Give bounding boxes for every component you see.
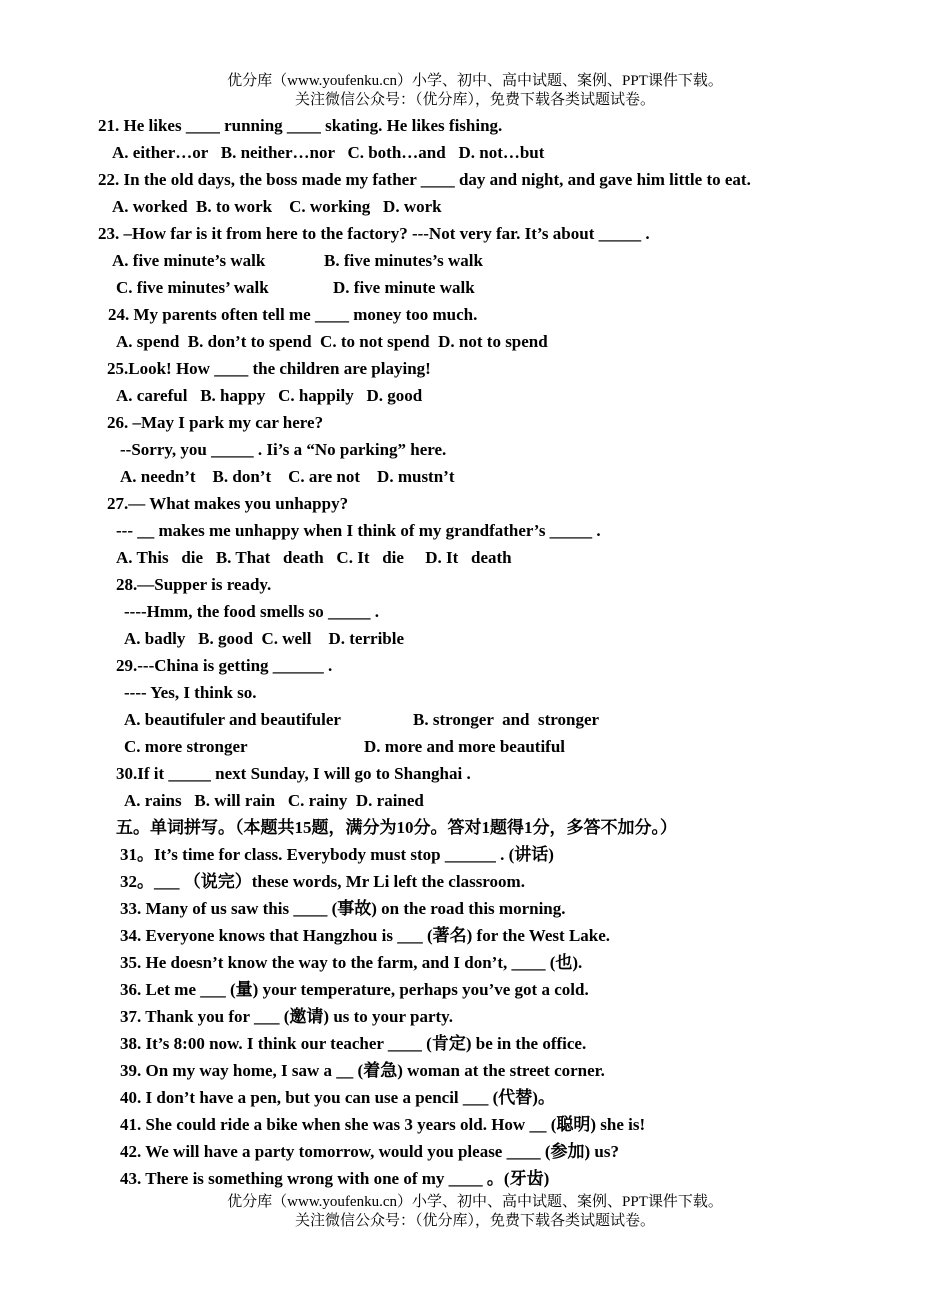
question-23-option-c: C. five minutes’ walk	[116, 278, 269, 297]
question-21: 21. He likes ____ running ____ skating. He likes fishing.	[98, 116, 503, 135]
question-25-options: A. careful B. happy C. happily D. good	[116, 386, 423, 405]
question-22: 22. In the old days, the boss made my father ____ day and night, and gave him little to eat.	[98, 170, 751, 189]
question-28-reply: ----Hmm, the food smells so _____ .	[124, 602, 379, 621]
question-26: 26. –May I park my car here?	[107, 413, 324, 432]
question-29-reply: ---- Yes, I think so.	[124, 683, 257, 702]
question-25: 25.Look! How ____ the children are playing!	[107, 359, 431, 378]
question-41: 41. She could ride a bike when she was 3 years old. How __ (聪明) she is!	[120, 1115, 646, 1134]
footer-line-1: 优分库（www.youfenku.cn）小学、初中、高中试题、案例、PPT课件下载。	[227, 1194, 723, 1210]
question-29-option-b: B. stronger and stronger	[413, 710, 600, 729]
question-29-option-a: A. beautifuler and beautifuler	[124, 710, 341, 729]
question-23: 23. –How far is it from here to the factory? ---Not very far. It’s about _____ .	[98, 224, 650, 243]
question-39: 39. On my way home, I saw a __ (着急) woman at the street corner.	[120, 1061, 605, 1080]
question-35: 35. He doesn’t know the way to the farm, and I don’t, ____ (也).	[120, 953, 583, 972]
section-5-heading: 五。单词拼写。（本题共15题，满分为10分。答对1题得1分，多答不加分。）	[116, 818, 677, 837]
question-28-options: A. badly B. good C. well D. terrible	[124, 629, 405, 648]
question-29: 29.---China is getting ______ .	[116, 656, 333, 675]
question-27-reply: --- __ makes me unhappy when I think of my grandfather’s _____ .	[116, 521, 601, 540]
header-line-1: 优分库（www.youfenku.cn）小学、初中、高中试题、案例、PPT课件下载。	[227, 73, 723, 89]
question-37: 37. Thank you for ___ (邀请) us to your party.	[120, 1007, 453, 1026]
question-33: 33. Many of us saw this ____ (事故) on the road this morning.	[120, 899, 566, 918]
question-31: 31。It’s time for class. Everybody must stop ______ . (讲话)	[120, 845, 554, 864]
question-23-option-b: B. five minutes’s walk	[324, 251, 483, 270]
page-header	[0, 72, 950, 110]
question-24-options: A. spend B. don’t to spend C. to not spend D. not to spend	[116, 332, 548, 351]
question-30-options: A. rains B. will rain C. rainy D. rained	[124, 791, 424, 810]
question-24: 24. My parents often tell me ____ money too much.	[108, 305, 478, 324]
question-21-options: A. either…or B. neither…nor C. both…and D. not…but	[112, 143, 545, 162]
question-29-option-d: D. more and more beautiful	[364, 737, 566, 756]
question-26-reply: --Sorry, you _____ . Ii’s a “No parking” here.	[120, 440, 447, 459]
question-43: 43. There is something wrong with one of my ____ 。(牙齿)	[120, 1169, 550, 1188]
question-42: 42. We will have a party tomorrow, would you please ____ (参加) us?	[120, 1142, 619, 1161]
question-27: 27.— What makes you unhappy?	[107, 494, 349, 513]
question-28: 28.—Supper is ready.	[116, 575, 272, 594]
question-23-option-d: D. five minute walk	[333, 278, 475, 297]
header-line-2: 关注微信公众号：（优分库），免费下载各类试题试卷。	[294, 92, 655, 108]
question-36: 36. Let me ___ (量) your temperature, perhaps you’ve got a cold.	[120, 980, 589, 999]
question-34: 34. Everyone knows that Hangzhou is ___ (著名) for the West Lake.	[120, 926, 611, 945]
question-29-option-c: C. more stronger	[124, 737, 248, 756]
footer-line-2: 关注微信公众号：（优分库），免费下载各类试题试卷。	[294, 1213, 655, 1229]
question-30: 30.If it _____ next Sunday, I will go to Shanghai .	[116, 764, 471, 783]
question-27-options: A. This die B. That death C. It die D. It death	[116, 548, 512, 567]
question-22-options: A. worked B. to work C. working D. work	[112, 197, 442, 216]
question-40: 40. I don’t have a pen, but you can use a pencil ___ (代替)。	[120, 1088, 555, 1107]
page-footer	[0, 1193, 950, 1231]
question-26-options: A. needn’t B. don’t C. are not D. mustn’t	[120, 467, 455, 486]
question-32: 32。___ （说完）these words, Mr Li left the classroom.	[120, 872, 525, 891]
question-38: 38. It’s 8:00 now. I think our teacher ____ (肯定) be in the office.	[120, 1034, 587, 1053]
question-23-option-a: A. five minute’s walk	[112, 251, 266, 270]
